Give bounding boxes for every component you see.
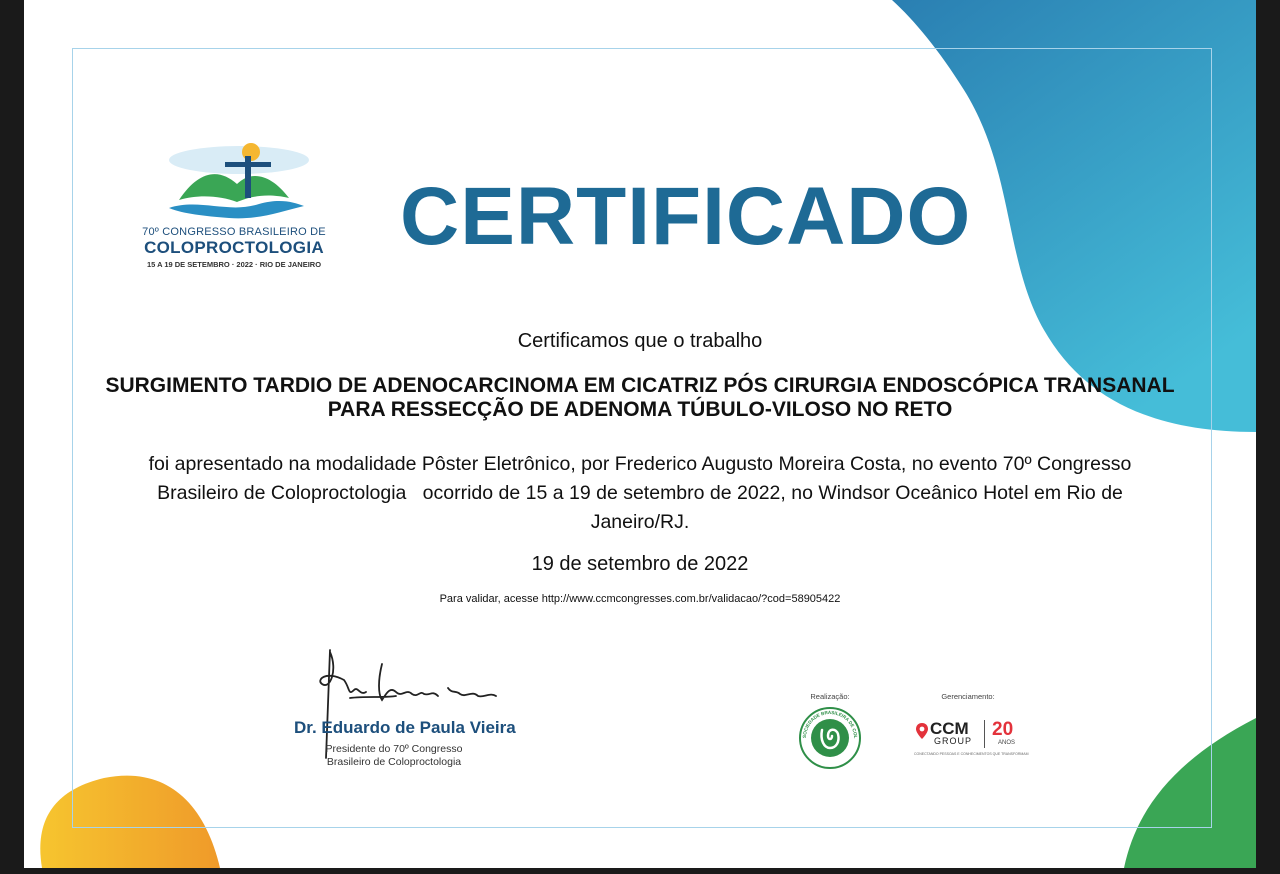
location-pin-icon [915, 722, 929, 740]
sbcp-seal-icon [798, 706, 862, 770]
ccm-divider [984, 720, 985, 748]
seal-text: SOCIEDADE BRASILEIRA DE COL [801, 709, 859, 739]
certificate-body: foi apresentado na modalidade Pôster Eletrônico, por Frederico Augusto Moreira Costa, no evento 70º Congresso Brasileiro de Coloproctologia ocorrido de 15 a 19 de setembro de 2022, no Windsor Oceânico Hotel em Rio de Janeiro/RJ. [148, 453, 1137, 533]
christ-redeemer-logo-icon [159, 140, 309, 224]
realizacao-label: Realização: [810, 692, 850, 701]
ccm-anos: ANOS [998, 740, 1016, 746]
certificate-page [24, 0, 1256, 868]
ccm-tagline: CONECTANDO PESSOAS E CONHECIMENTOS QUE TRANSFORMAM [914, 752, 1029, 756]
ccm-name: CCM [930, 719, 969, 738]
ccm-anniversary: 20 [992, 719, 1014, 740]
gerenciamento-label: Gerenciamento: [941, 692, 995, 701]
logo-line-1: 70º CONGRESSO BRASILEIRO DE [142, 226, 326, 238]
signatory-name: Dr. Eduardo de Paula Vieira [294, 718, 516, 737]
issue-date: 19 de setembro de 2022 [531, 553, 749, 575]
work-title: SURGIMENTO TARDIO DE ADENOCARCINOMA EM CICATRIZ PÓS CIRURGIA ENDOSCÓPICA TRANSANAL PARA RESSECÇÃO DE ADENOMA TÚBULO-VILOSO NO RETO [105, 374, 1175, 421]
signatory-role-line-2: Brasileiro de Coloproctologia [326, 756, 462, 768]
signatory-role [314, 743, 474, 769]
ccm-group-logo [914, 718, 1034, 762]
validation-link[interactable]: Para validar, acesse http://www.ccmcongresses.com.br/validacao/?cod=58905422 [439, 593, 841, 605]
intro-text: Certificamos que o trabalho [517, 330, 763, 352]
certificate-title: CERTIFICADO [400, 171, 972, 262]
logo-line-2: COLOPROCTOLOGIA [144, 238, 324, 257]
congress-logo [134, 140, 334, 288]
logo-line-3: 15 A 19 DE SETEMBRO · 2022 · RIO DE JANEIRO [146, 260, 322, 269]
signatory-role-line-1: Presidente do 70º Congresso [325, 743, 463, 755]
ccm-group: GROUP [934, 736, 973, 746]
